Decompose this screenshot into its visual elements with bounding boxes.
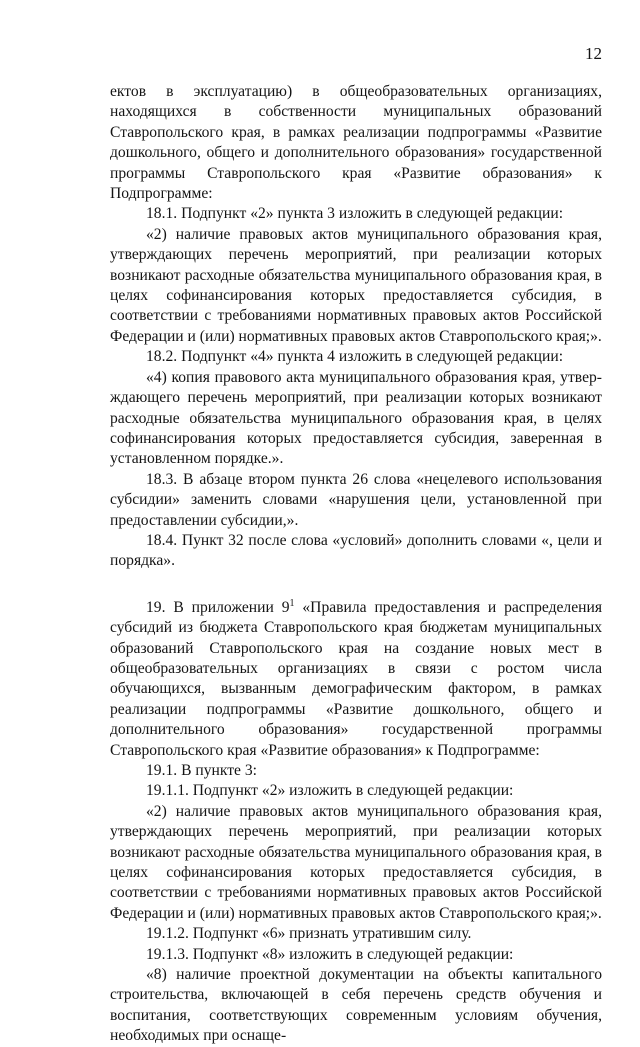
paragraph-19 bbox=[110, 598, 602, 761]
page-number: 12 bbox=[585, 44, 602, 63]
paragraph-19-lead: 19. В приложении 9 bbox=[146, 598, 290, 616]
paragraph-19-1-3: 19.1.3. Подпункт «8» изложить в следующей редакции: bbox=[146, 945, 514, 963]
paragraph-intro: ектов в эксплуатацию) в общеобразовательных организациях, находящихся в собственности муниципальных образований Ставропольского края, в рамках реализации подпрограммы «Развитие дошкольного, общего и дополнительного образования» государственной программы Ставропольского края «Развитие образования» к Подпрограмме: bbox=[110, 83, 602, 203]
appendix-superscript: 1 bbox=[289, 597, 295, 609]
paragraph-18-1: 18.1. Подпункт «2» пункта 3 изложить в следующей редакции: bbox=[146, 205, 564, 223]
paragraph-19-1-1-text: «2) наличие правовых актов муниципального образования края, утверждающих перечень мероприятий, при реализации которых возникают расходные обязательства муниципального образования края, в целях софинансирования которых предоставляется субсидия, в соответствии с требованиями нормативных правовых актов Российской Федерации и (или) нормативных правовых актов Ставропольского края;». bbox=[110, 802, 602, 922]
paragraph-18-2: 18.2. Подпункт «4» пункта 4 изложить в следующей редакции: bbox=[146, 348, 564, 366]
section-gap bbox=[110, 572, 602, 598]
paragraph-18-4: 18.4. Пункт 32 после слова «условий» дополнить словами «, цели и порядка». bbox=[110, 531, 602, 570]
document-body bbox=[110, 82, 602, 1047]
paragraph-19-1-1: 19.1.1. Подпункт «2» изложить в следующей редакции: bbox=[146, 782, 514, 800]
paragraph-19-1-3-text: «8) наличие проектной документации на объекты капитального строительства, включающей в себя перечень средств обучения и воспитания, соответствующих современным условиям обучения, необходимых при оснаще- bbox=[110, 966, 602, 1045]
paragraph-19-1-2: 19.1.2. Подпункт «6» признать утратившим силу. bbox=[146, 925, 472, 943]
paragraph-18-3: 18.3. В абзаце втором пункта 26 слова «нецелевого использования субсидии» заменить словами «нарушения цели, установленной при предоставлении субсидии,». bbox=[110, 470, 602, 529]
paragraph-19-1: 19.1. В пункте 3: bbox=[146, 762, 258, 779]
paragraph-18-2-text: «4) копия правового акта муниципального образования края, утверждающего перечень мероприятий, при реализации которых возникают расходные обязательства муниципального образования края, в целях софинансирования которых предоставляется субсидия, заверенная в установленном порядке.». bbox=[110, 368, 602, 468]
paragraph-19-body: «Правила предоставления и распределения субсидий из бюджета Ставропольского края бюджетам муниципальных образований Ставропольского края на создание новых мест в общеобразовательных организациях в связи с ростом числа обучающихся, вызванным демографическим фактором, в рамках реализации подпрограммы «Развитие дошкольного, общего и дополнительного образования» государственной программы Ставропольского края «Развитие образования» к Подпрограмме: bbox=[110, 598, 602, 759]
paragraph-18-1-text: «2) наличие правовых актов муниципального образования края, утверждающих перечень мероприятий, при реализации которых возникают расходные обязательства муниципального образования края, в целях софинансирования которых предоставляется субсидия, в соответствии с требованиями нормативных правовых актов Российской Федерации и (или) нормативных правовых актов Ставропольского края;». bbox=[110, 225, 602, 345]
